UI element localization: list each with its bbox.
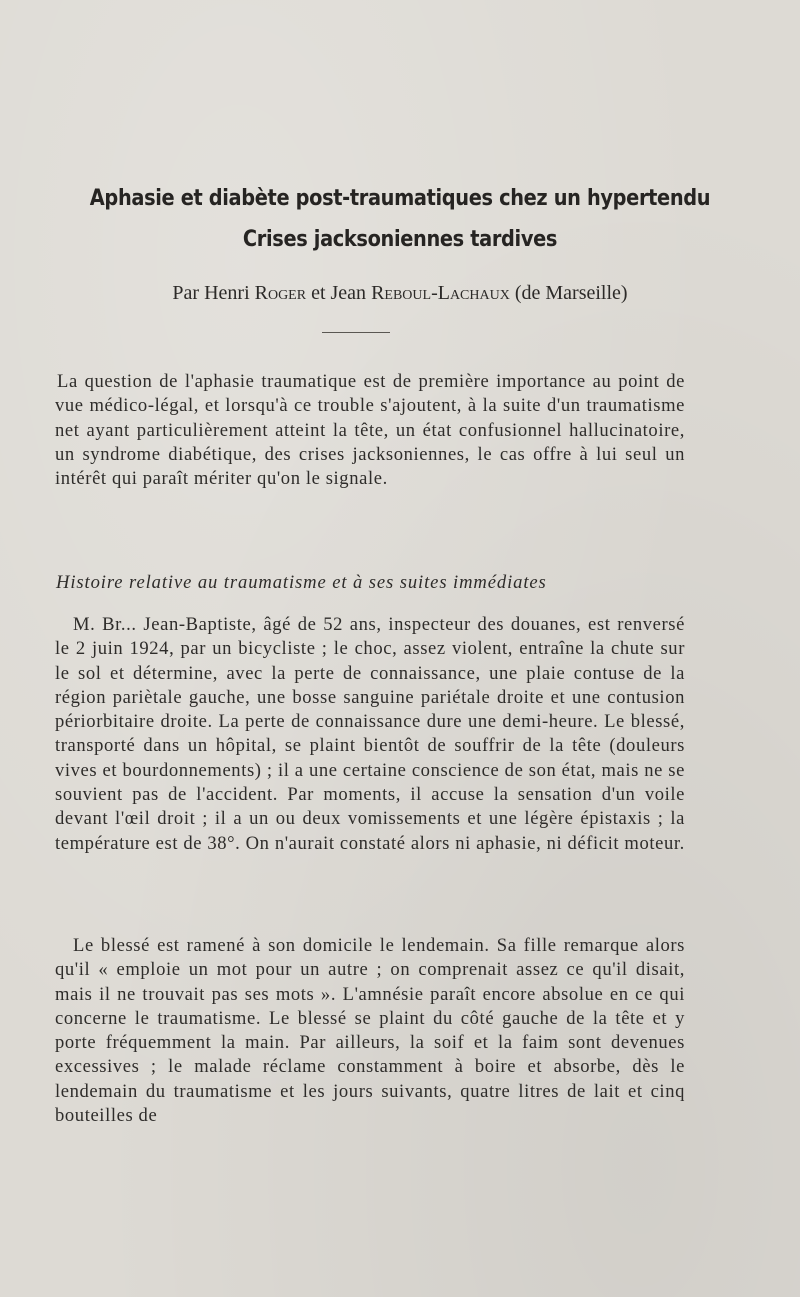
case-history-paragraph: M. Br... Jean-Baptiste, âgé de 52 ans, inspecteur des douanes, est renversé le 2 juin 1924, par un bicycliste ; le choc, assez violent, entraîne la chute sur le sol et détermine, avec la perte de connaissance, une plaie contuse de la région pariètale gauche, une bosse sanguine pariétale droite et une contusion périorbitaire droite. La perte de connaissance dure une demi-heure. Le blessé, transporté dans un hôpital, se plaint bientôt de souffrir de la tête (douleurs vives et bourdonnements) ; il a une certaine conscience de son état, mais ne se souvient pas de l'accident. Par moments, il accuse la sensation d'un voile devant l'œil droit ; il a un ou deux vomissements et une légère épistaxis ; la température est de 38°. On n'aurait constaté alors ni aphasie, ni déficit moteur. bbox=[55, 614, 685, 854]
intro-paragraph: La question de l'aphasie traumatique est de première importance au point de vue médico-légal, et lorsqu'à ce trouble s'ajoutent, à la suite d'un traumatisme net ayant particulièrement atteint la tête, un état confusionnel hallucinatoire, un syndrome diabétique, des crises jacksoniennes, le cas offre à lui seul un intérêt qui paraît mériter qu'on le signale. bbox=[55, 371, 685, 490]
byline-conjunction: et Jean bbox=[306, 282, 372, 304]
article-subtitle: Crises jacksoniennes tardives bbox=[242, 227, 558, 252]
author-surname-reboul-lachaux: Reboul-Lachaux bbox=[371, 282, 510, 304]
byline-prefix: Par Henri bbox=[172, 282, 255, 304]
followup-paragraph: Le blessé est ramené à son domicile le lendemain. Sa fille remarque alors qu'il « emploie un mot pour un autre ; on comprenait assez ce qu'il disait, mais il ne trouvait pas ses mots ». L'amnésie paraît encore absolue en ce qui concerne le traumatisme. Le blessé se plaint du côté gauche de la tête et y porte fréquemment la main. Par ailleurs, la soif et la faim sont devenues excessives ; le malade réclame constamment à boire et absorbe, dès le lendemain du traumatisme et les jours suivants, quatre litres de lait et cinq bouteilles de bbox=[55, 935, 685, 1127]
author-surname-roger: Roger bbox=[254, 282, 307, 304]
separator-rule bbox=[322, 332, 390, 333]
author-byline bbox=[40, 282, 760, 305]
section-heading: Histoire relative au traumatisme et à ses suites immédiates bbox=[56, 572, 547, 593]
byline-suffix: (de Marseille) bbox=[509, 282, 628, 304]
article-title: Aphasie et diabète post-traumatiques chez un hypertendu bbox=[89, 186, 711, 211]
